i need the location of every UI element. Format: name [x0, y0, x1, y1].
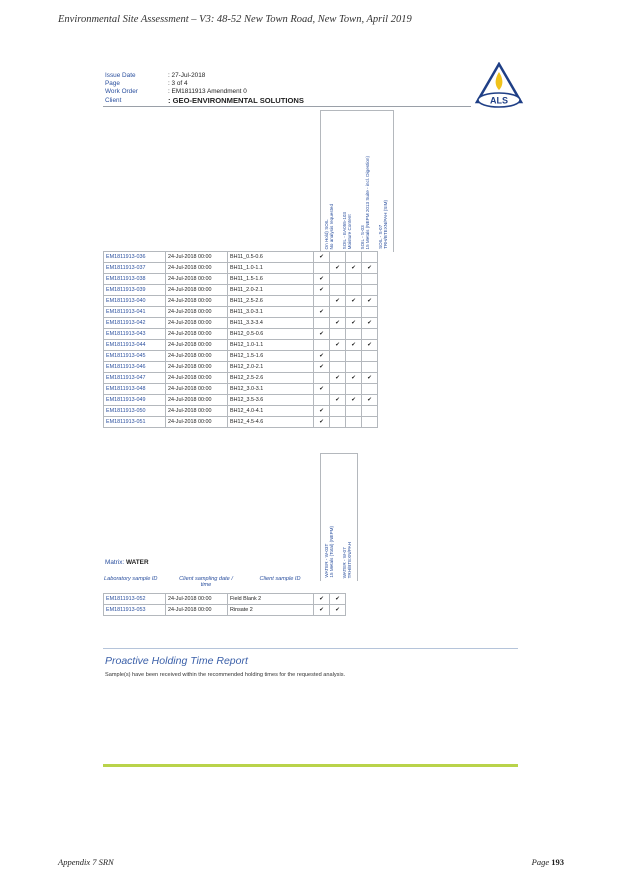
check-cell	[346, 274, 362, 285]
lab-sample-id: EM1811913-036	[104, 252, 166, 263]
soil-row	[104, 307, 378, 318]
check-cell: ✔	[330, 395, 346, 406]
als-logo-icon	[474, 62, 524, 110]
lab-sample-id: EM1811913-050	[104, 406, 166, 417]
check-cell: ✔	[314, 605, 330, 616]
water-row	[104, 594, 346, 605]
check-cell	[330, 351, 346, 362]
sampling-date: 24-Jul-2018 00:00	[166, 594, 228, 605]
check-cell	[330, 384, 346, 395]
lab-sample-id: EM1811913-041	[104, 307, 166, 318]
check-cell	[314, 263, 330, 274]
check-cell	[346, 307, 362, 318]
document-header: Environmental Site Assessment – V3: 48-52 New Town Road, New Town, April 2019	[58, 14, 412, 25]
check-cell	[362, 351, 378, 362]
check-cell: ✔	[362, 340, 378, 351]
sampling-date: 24-Jul-2018 00:00	[166, 252, 228, 263]
als-logo	[474, 62, 524, 110]
soil-col-3-header: SOIL - S-03 15 Metals (NEPM 2013 Suite - incl. Digestion)	[360, 155, 370, 249]
sampling-date: 24-Jul-2018 00:00	[166, 329, 228, 340]
check-cell	[346, 351, 362, 362]
check-cell	[362, 285, 378, 296]
client-label: Client	[105, 97, 122, 104]
water-col-2-header: WATER - W-07 TRH/BTEXN/PAH	[342, 541, 352, 578]
check-cell	[330, 252, 346, 263]
footer-page: Page 193	[531, 857, 564, 867]
soil-row	[104, 373, 378, 384]
check-cell	[346, 417, 362, 428]
check-cell	[330, 307, 346, 318]
issue-date-value: : 27-Jul-2018	[168, 72, 206, 79]
check-cell	[362, 274, 378, 285]
check-cell: ✔	[314, 351, 330, 362]
client-sample-id: BH12_4.5-4.6	[228, 417, 314, 428]
lab-sample-id: EM1811913-051	[104, 417, 166, 428]
client-sample-id: BH11_3.3-3.4	[228, 318, 314, 329]
section-divider	[103, 648, 518, 649]
soil-row	[104, 406, 378, 417]
check-cell	[330, 285, 346, 296]
sampling-date: 24-Jul-2018 00:00	[166, 395, 228, 406]
check-cell: ✔	[314, 274, 330, 285]
check-cell: ✔	[362, 296, 378, 307]
logo-text: ALS	[490, 95, 508, 106]
lab-sample-id: EM1811913-037	[104, 263, 166, 274]
check-cell	[346, 329, 362, 340]
check-cell	[330, 362, 346, 373]
lab-sample-id: EM1811913-045	[104, 351, 166, 362]
check-cell: ✔	[314, 362, 330, 373]
check-cell	[362, 417, 378, 428]
soil-row	[104, 329, 378, 340]
check-cell: ✔	[314, 329, 330, 340]
check-cell	[330, 406, 346, 417]
soil-row	[104, 252, 378, 263]
check-cell	[362, 307, 378, 318]
issue-date-label: Issue Date	[105, 72, 136, 79]
check-cell: ✔	[346, 373, 362, 384]
client-sample-id: BH11_2.5-2.6	[228, 296, 314, 307]
client-sample-id: BH12_1.0-1.1	[228, 340, 314, 351]
soil-col-2-header: SOIL - EA055-103 Moisture Content	[342, 211, 352, 249]
check-cell: ✔	[362, 318, 378, 329]
sampling-date: 24-Jul-2018 00:00	[166, 351, 228, 362]
check-cell: ✔	[314, 594, 330, 605]
check-cell: ✔	[362, 263, 378, 274]
lab-sample-id: EM1811913-049	[104, 395, 166, 406]
client-sample-id: Field Blank 2	[228, 594, 314, 605]
lab-sample-id: EM1811913-052	[104, 594, 166, 605]
soil-col-4-header: SOIL - S-07 TRH/BTEXN/PAH (SIM)	[378, 200, 388, 249]
sampling-date: 24-Jul-2018 00:00	[166, 296, 228, 307]
check-cell: ✔	[314, 285, 330, 296]
sampling-date: 24-Jul-2018 00:00	[166, 274, 228, 285]
sampling-date: 24-Jul-2018 00:00	[166, 285, 228, 296]
sampling-date: 24-Jul-2018 00:00	[166, 340, 228, 351]
check-cell	[314, 373, 330, 384]
sampling-date: 24-Jul-2018 00:00	[166, 406, 228, 417]
sampling-date: 24-Jul-2018 00:00	[166, 318, 228, 329]
check-cell: ✔	[314, 384, 330, 395]
client-sample-id: Rinsate 2	[228, 605, 314, 616]
check-cell	[314, 340, 330, 351]
client-sample-id: BH12_2.5-2.6	[228, 373, 314, 384]
footer-page-number: 193	[551, 857, 564, 867]
check-cell: ✔	[330, 340, 346, 351]
client-sample-id: BH11_1.0-1.1	[228, 263, 314, 274]
soil-row	[104, 340, 378, 351]
footer-left: Appendix 7 SRN	[58, 857, 114, 867]
check-cell: ✔	[346, 263, 362, 274]
soil-row	[104, 296, 378, 307]
soil-row	[104, 395, 378, 406]
soil-col-1-header: On Hold) SOIL No analysis requested	[324, 203, 334, 249]
water-col-1-header: WATER - W-03T 15 Metals (Total) (NEPM)	[324, 526, 334, 578]
sampling-date: 24-Jul-2018 00:00	[166, 307, 228, 318]
check-cell: ✔	[346, 296, 362, 307]
header-divider	[103, 106, 471, 107]
check-cell	[314, 296, 330, 307]
sampling-date: 24-Jul-2018 00:00	[166, 605, 228, 616]
client-sample-id: BH11_3.0-3.1	[228, 307, 314, 318]
client-sample-id: BH12_3.5-3.6	[228, 395, 314, 406]
client-sample-id: BH12_3.0-3.1	[228, 384, 314, 395]
soil-row	[104, 274, 378, 285]
water-row	[104, 605, 346, 616]
sampling-date: 24-Jul-2018 00:00	[166, 417, 228, 428]
matrix-value: WATER	[125, 559, 149, 566]
work-order-label: Work Order	[105, 88, 138, 95]
lab-sample-id: EM1811913-039	[104, 285, 166, 296]
soil-row	[104, 351, 378, 362]
lab-sample-id: EM1811913-040	[104, 296, 166, 307]
check-cell: ✔	[330, 605, 346, 616]
holding-time-title: Proactive Holding Time Report	[105, 655, 248, 667]
lab-sample-id: EM1811913-042	[104, 318, 166, 329]
lab-sample-id: EM1811913-047	[104, 373, 166, 384]
check-cell: ✔	[314, 307, 330, 318]
sampling-date: 24-Jul-2018 00:00	[166, 362, 228, 373]
client-sample-id: BH12_0.5-0.6	[228, 329, 314, 340]
lab-sample-id: EM1811913-046	[104, 362, 166, 373]
col-header-sid: Client sample ID	[259, 576, 301, 582]
check-cell	[346, 285, 362, 296]
check-cell: ✔	[362, 373, 378, 384]
client-sample-id: BH12_1.5-1.6	[228, 351, 314, 362]
sampling-date: 24-Jul-2018 00:00	[166, 263, 228, 274]
col-header-date: Client sampling date / time	[179, 576, 233, 588]
check-cell	[346, 362, 362, 373]
matrix-label: Matrix: WATER	[105, 559, 149, 566]
sampling-date: 24-Jul-2018 00:00	[166, 384, 228, 395]
check-cell	[330, 329, 346, 340]
soil-header-box	[320, 110, 394, 252]
check-cell	[314, 318, 330, 329]
client-sample-id: BH12_4.0-4.1	[228, 406, 314, 417]
lab-sample-id: EM1811913-048	[104, 384, 166, 395]
lab-sample-id: EM1811913-038	[104, 274, 166, 285]
check-cell	[346, 384, 362, 395]
soil-row	[104, 417, 378, 428]
check-cell	[346, 406, 362, 417]
check-cell: ✔	[314, 252, 330, 263]
holding-time-text: Sample(s) have been received within the recommended holding times for the requested analysis.	[105, 672, 346, 678]
check-cell: ✔	[330, 373, 346, 384]
client-sample-id: BH11_0.5-0.6	[228, 252, 314, 263]
client-value: : GEO-ENVIRONMENTAL SOLUTIONS	[168, 96, 304, 105]
soil-sample-table	[103, 251, 378, 428]
sampling-date: 24-Jul-2018 00:00	[166, 373, 228, 384]
green-divider	[103, 764, 518, 767]
check-cell	[330, 417, 346, 428]
check-cell	[362, 329, 378, 340]
water-sample-table	[103, 593, 346, 616]
soil-row	[104, 362, 378, 373]
page-value: : 3 of 4	[168, 80, 188, 87]
check-cell: ✔	[314, 406, 330, 417]
check-cell: ✔	[314, 417, 330, 428]
check-cell: ✔	[330, 318, 346, 329]
check-cell	[362, 406, 378, 417]
check-cell	[362, 384, 378, 395]
check-cell	[330, 274, 346, 285]
client-sample-id: BH12_2.0-2.1	[228, 362, 314, 373]
soil-row	[104, 318, 378, 329]
check-cell: ✔	[330, 594, 346, 605]
check-cell: ✔	[346, 395, 362, 406]
check-cell: ✔	[346, 318, 362, 329]
check-cell: ✔	[330, 263, 346, 274]
lab-sample-id: EM1811913-053	[104, 605, 166, 616]
water-header-box	[320, 453, 358, 581]
client-sample-id: BH11_1.5-1.6	[228, 274, 314, 285]
check-cell	[362, 252, 378, 263]
client-sample-id: BH11_2.0-2.1	[228, 285, 314, 296]
check-cell: ✔	[346, 340, 362, 351]
soil-row	[104, 263, 378, 274]
lab-sample-id: EM1811913-044	[104, 340, 166, 351]
soil-row	[104, 285, 378, 296]
work-order-value: : EM1811913 Amendment 0	[168, 88, 247, 95]
check-cell	[362, 362, 378, 373]
check-cell	[346, 252, 362, 263]
soil-row	[104, 384, 378, 395]
page-label: Page	[105, 80, 120, 87]
col-header-lab: Laboratory sample ID	[104, 576, 158, 582]
lab-sample-id: EM1811913-043	[104, 329, 166, 340]
check-cell	[314, 395, 330, 406]
check-cell: ✔	[362, 395, 378, 406]
check-cell: ✔	[330, 296, 346, 307]
